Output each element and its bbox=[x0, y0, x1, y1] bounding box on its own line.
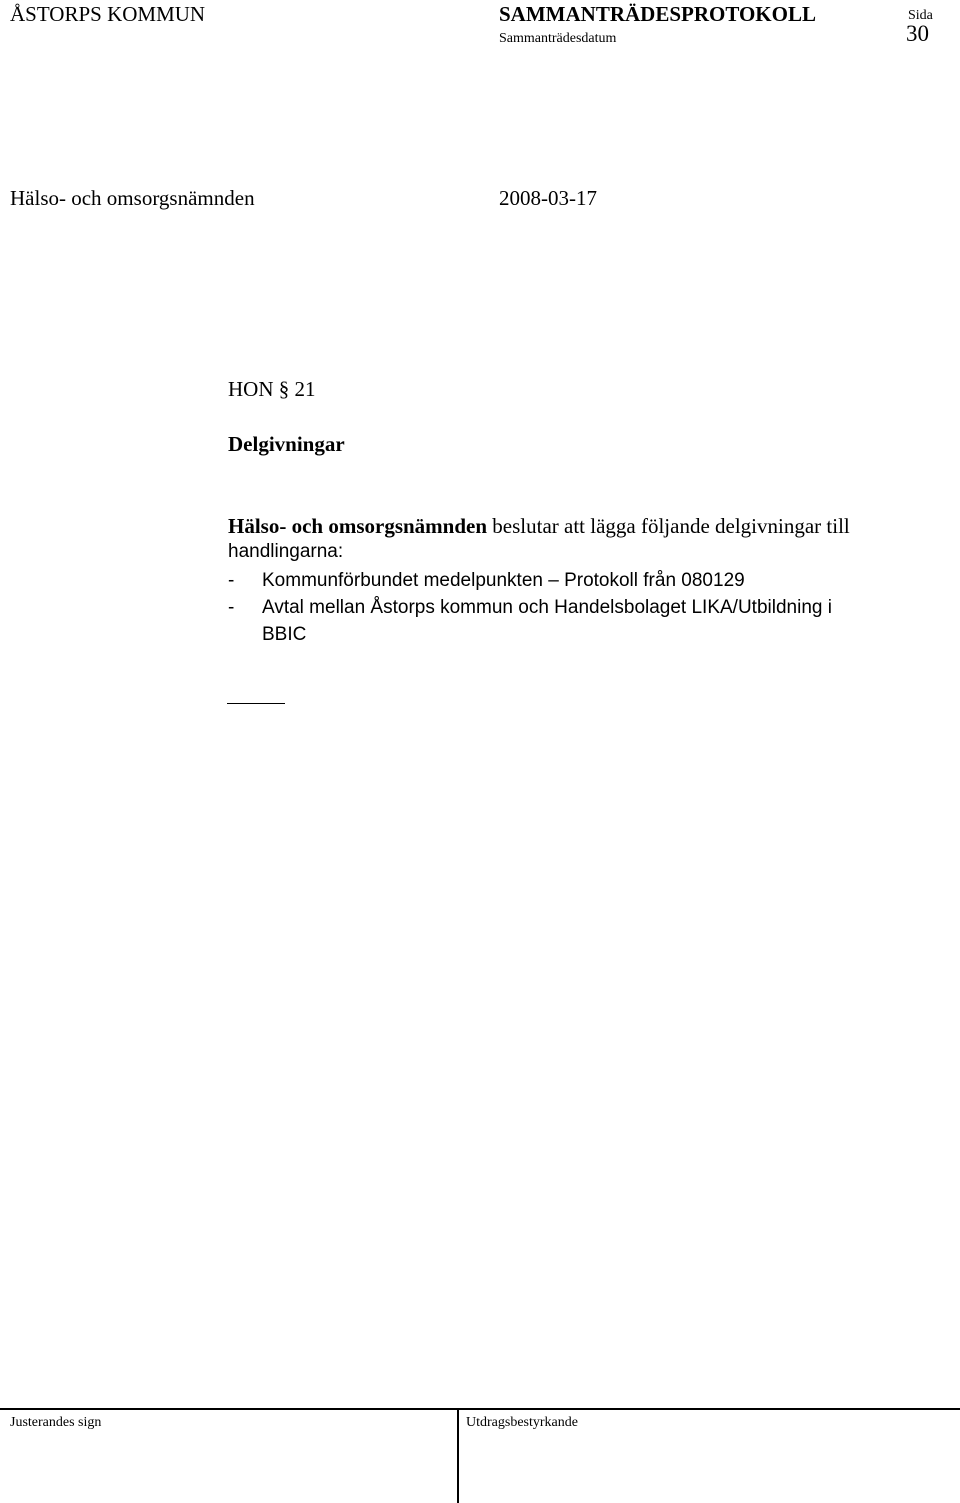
signature-label: Justerandes sign bbox=[10, 1415, 102, 1430]
meeting-date-label: Sammanträdesdatum bbox=[499, 31, 617, 46]
organization-name: ÅSTORPS KOMMUN bbox=[10, 2, 206, 26]
list-item-text: Avtal mellan Åstorps kommun och Handelsbolaget LIKA/Utbildning i bbox=[262, 597, 832, 618]
footer-rule bbox=[0, 1408, 960, 1410]
page-number: 30 bbox=[906, 21, 929, 46]
footer-divider bbox=[457, 1409, 459, 1503]
section-title: Delgivningar bbox=[228, 432, 345, 456]
document-title: SAMMANTRÄDESPROTOKOLL bbox=[499, 2, 816, 26]
committee-name: Hälso- och omsorgsnämnden bbox=[10, 186, 255, 210]
section-end-rule bbox=[227, 703, 285, 704]
decision-body: beslutar att lägga följande delgivningar till bbox=[487, 514, 850, 538]
decision-subject: Hälso- och omsorgsnämnden bbox=[228, 514, 488, 538]
paragraph-number: HON § 21 bbox=[228, 377, 316, 401]
meeting-date: 2008-03-17 bbox=[499, 186, 597, 210]
page-label: Sida bbox=[908, 8, 933, 23]
decision-text bbox=[228, 514, 850, 539]
list-bullet: - bbox=[228, 570, 235, 591]
list-bullet: - bbox=[228, 597, 235, 618]
list-item-text: Kommunförbundet medelpunkten – Protokoll från 080129 bbox=[262, 570, 745, 591]
certification-label: Utdragsbestyrkande bbox=[466, 1415, 578, 1430]
list-item-text-continuation: BBIC bbox=[262, 624, 307, 645]
decision-text-continuation: handlingarna: bbox=[228, 541, 344, 562]
